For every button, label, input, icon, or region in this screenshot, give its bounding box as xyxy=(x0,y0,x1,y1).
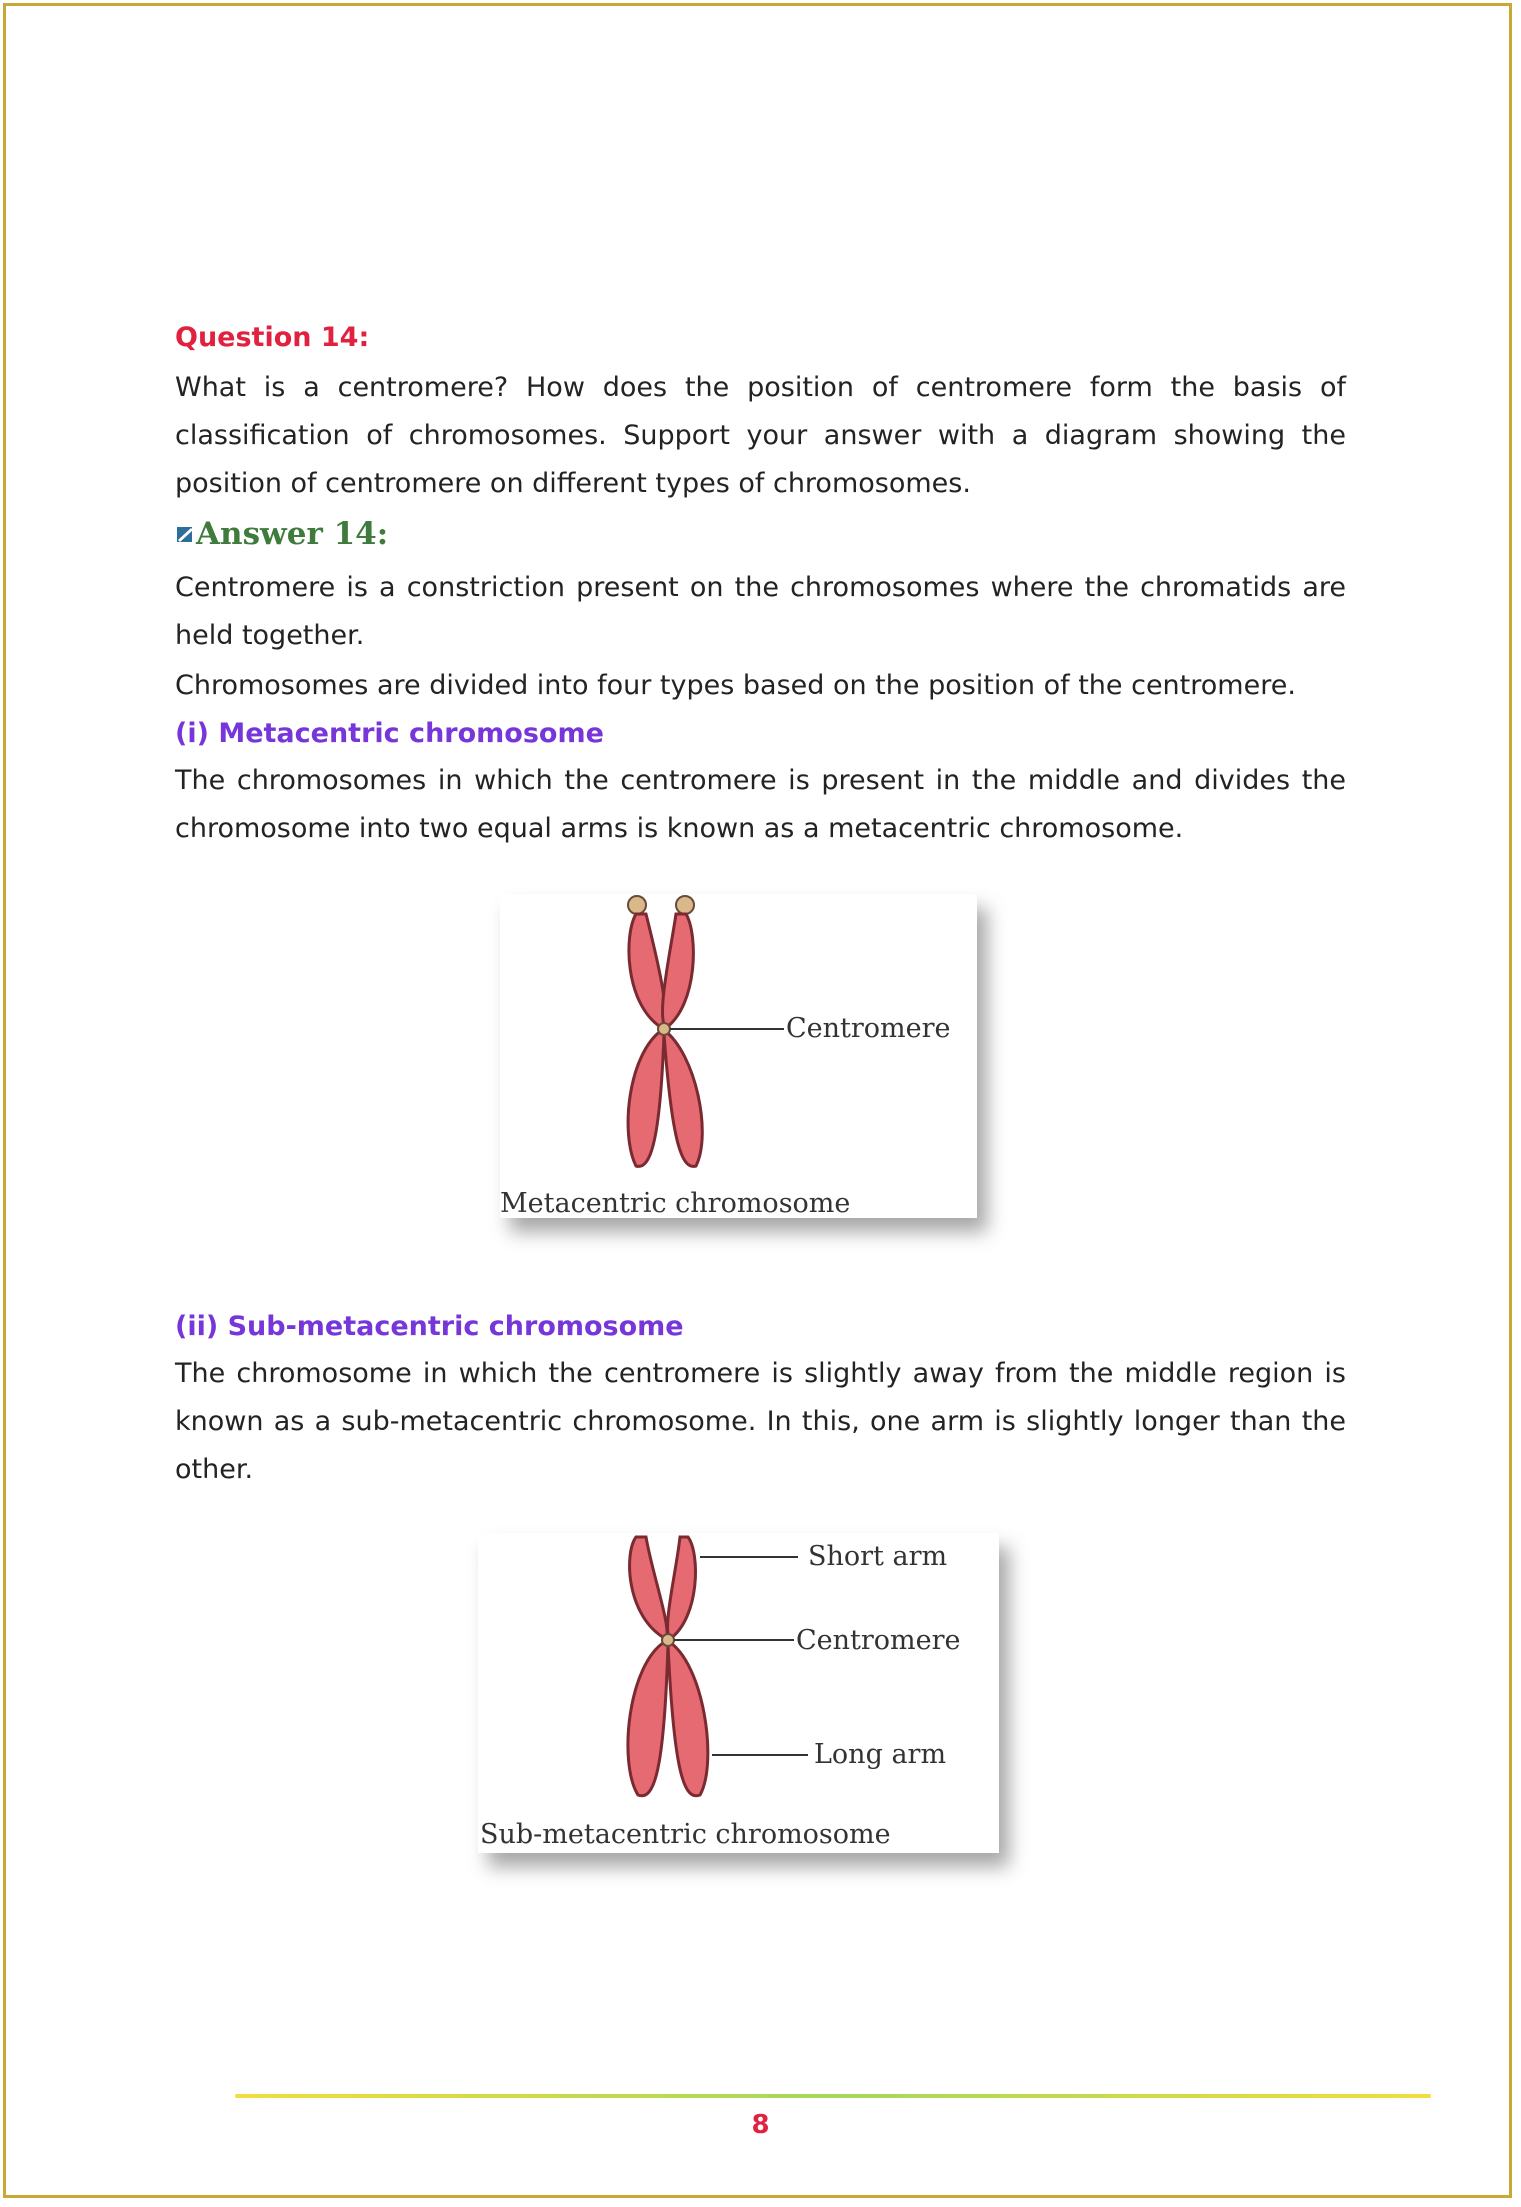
metacentric-chromosome xyxy=(628,914,702,1166)
metacentric-text: The chromosomes in which the centromere is present in the middle and divides the chromosome into two equal arms is known as a metacentric chromosome. xyxy=(175,765,1346,844)
metacentric-caption: Metacentric chromosome xyxy=(500,1188,851,1218)
answer-heading-row xyxy=(176,516,388,552)
answer-definition: Centromere is a constriction present on the chromosomes where the chromatids are held together. xyxy=(175,572,1346,651)
answer-heading: Answer 14: xyxy=(196,516,389,552)
sub-metacentric-figure xyxy=(478,1533,999,1853)
long-arm-label: Long arm xyxy=(814,1739,947,1770)
sub-metacentric-centromere-label: Centromere xyxy=(796,1625,961,1656)
sub-metacentric-caption: Sub-metacentric chromosome xyxy=(480,1819,891,1850)
sub-metacentric-text: The chromosome in which the centromere is slightly away from the middle region is known as a sub-metacentric chromosome. In this, one arm is slightly longer than the other. xyxy=(175,1358,1346,1485)
sub-metacentric-heading: (ii) Sub-metacentric chromosome xyxy=(175,1311,684,1342)
page-number: 8 xyxy=(751,2110,770,2140)
metacentric-heading: (i) Metacentric chromosome xyxy=(175,718,604,749)
metacentric-centromere-label: Centromere xyxy=(786,1013,951,1044)
sub-metacentric-chromosome xyxy=(628,1537,708,1796)
question-text: What is a centromere? How does the position of centromere form the basis of classification of chromosomes. Support your answer with a diagram showing the position of centromere on different types of chromosomes. xyxy=(175,372,1346,499)
footer-divider xyxy=(235,2092,1431,2100)
pen-icon xyxy=(176,524,194,544)
answer-intro: Chromosomes are divided into four types based on the position of the centromere. xyxy=(175,670,1296,701)
metacentric-figure xyxy=(500,894,977,1218)
question-heading: Question 14: xyxy=(175,322,370,353)
short-arm-label: Short arm xyxy=(808,1541,948,1572)
